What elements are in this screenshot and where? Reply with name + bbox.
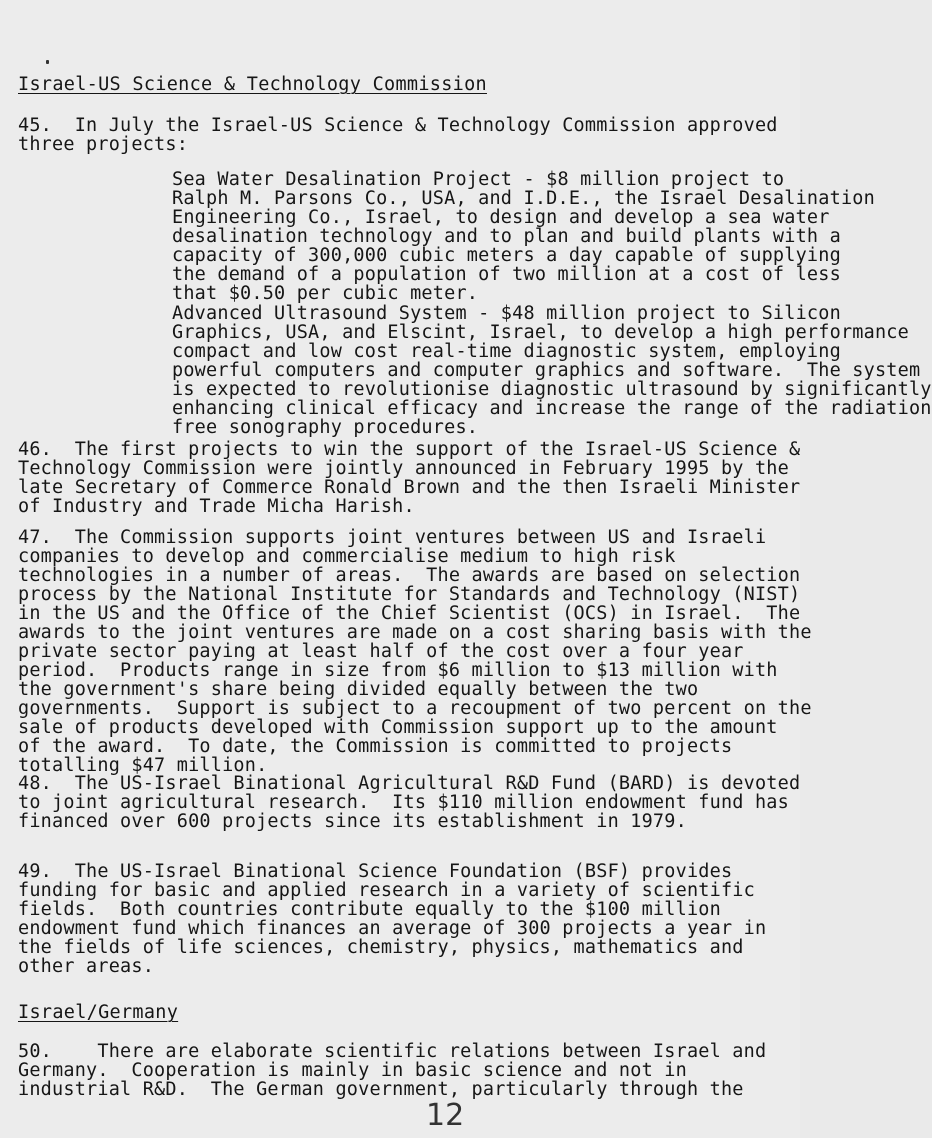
- section-heading-israel-us: Israel-US Science & Technology Commission: [18, 74, 487, 95]
- paragraph-47: 47. The Commission supports joint ventures between US and Israeli companies to develop and commercialise medium to high risk technologies in a number of areas. The awards are based on selection process by the National Institute for Standards and Technology (NIST) in the US and the Office of the Chief Scientist (OCS) in Israel. The awards to the joint ventures are made on a cost sharing basis with the private sector paying at least half of the cost over a four year period. Products range in size from $6 million to $13 million with the government's share being divided equally between the two governments. Support is subject to a recoupment of two percent on the sale of products developed with Commission support up to the amount of the award. To date, the Commission is committed to projects totalling $47 million.: [18, 527, 812, 776]
- page-number: 12: [426, 1098, 465, 1133]
- section-heading-israel-germany: Israel/Germany: [18, 1002, 179, 1023]
- paragraph-46: 46. The first projects to win the support of the Israel-US Science & Technology Commission were jointly announced in February 1995 by the late Secretary of Commerce Ronald Brown and the then Israeli Minister of Industry and Trade Micha Harish.: [18, 439, 801, 517]
- paragraph-45-ultrasound: Advanced Ultrasound System - $48 million project to Silicon Graphics, USA, and Elscint, Israel, to develop a high performance compact and low cost real-time diagnostic system, employing powerful computers and computer graphics and software. The system is expected to revolutionise diagnostic ultrasound by significantly enhancing clinical efficacy and increase the range of the radiation free sonography procedures.: [172, 303, 932, 438]
- paragraph-45: 45. In July the Israel-US Science & Technology Commission approved three projects:: [18, 115, 778, 155]
- paragraph-45-desalination: Sea Water Desalination Project - $8 million project to Ralph M. Parsons Co., USA, and I.D.E., the Israel Desalination Engineering Co., Israel, to design and develop a sea water desalination technology and to plan and build plants with a capacity of 300,000 cubic meters a day capable of supplying the demand of a population of two million at a cost of less that $0.50 per cubic meter.: [172, 169, 875, 304]
- speck-mark: [46, 60, 49, 64]
- paragraph-48: 48. The US-Israel Binational Agricultural R&D Fund (BARD) is devoted to joint agricultural research. Its $110 million endowment fund has financed over 600 projects since its establishment in 1979.: [18, 773, 801, 832]
- paragraph-50: 50. There are elaborate scientific relations between Israel and Germany. Cooperation is mainly in basic science and not in industrial R&D. The German government, particularly through the: [18, 1041, 767, 1100]
- paragraph-49: 49. The US-Israel Binational Science Foundation (BSF) provides funding for basic and applied research in a variety of scientific fields. Both countries contribute equally to the $100 million endowment fund which finances an average of 300 projects a year in the fields of life sciences, chemistry, physics, mathematics and other areas.: [18, 861, 767, 977]
